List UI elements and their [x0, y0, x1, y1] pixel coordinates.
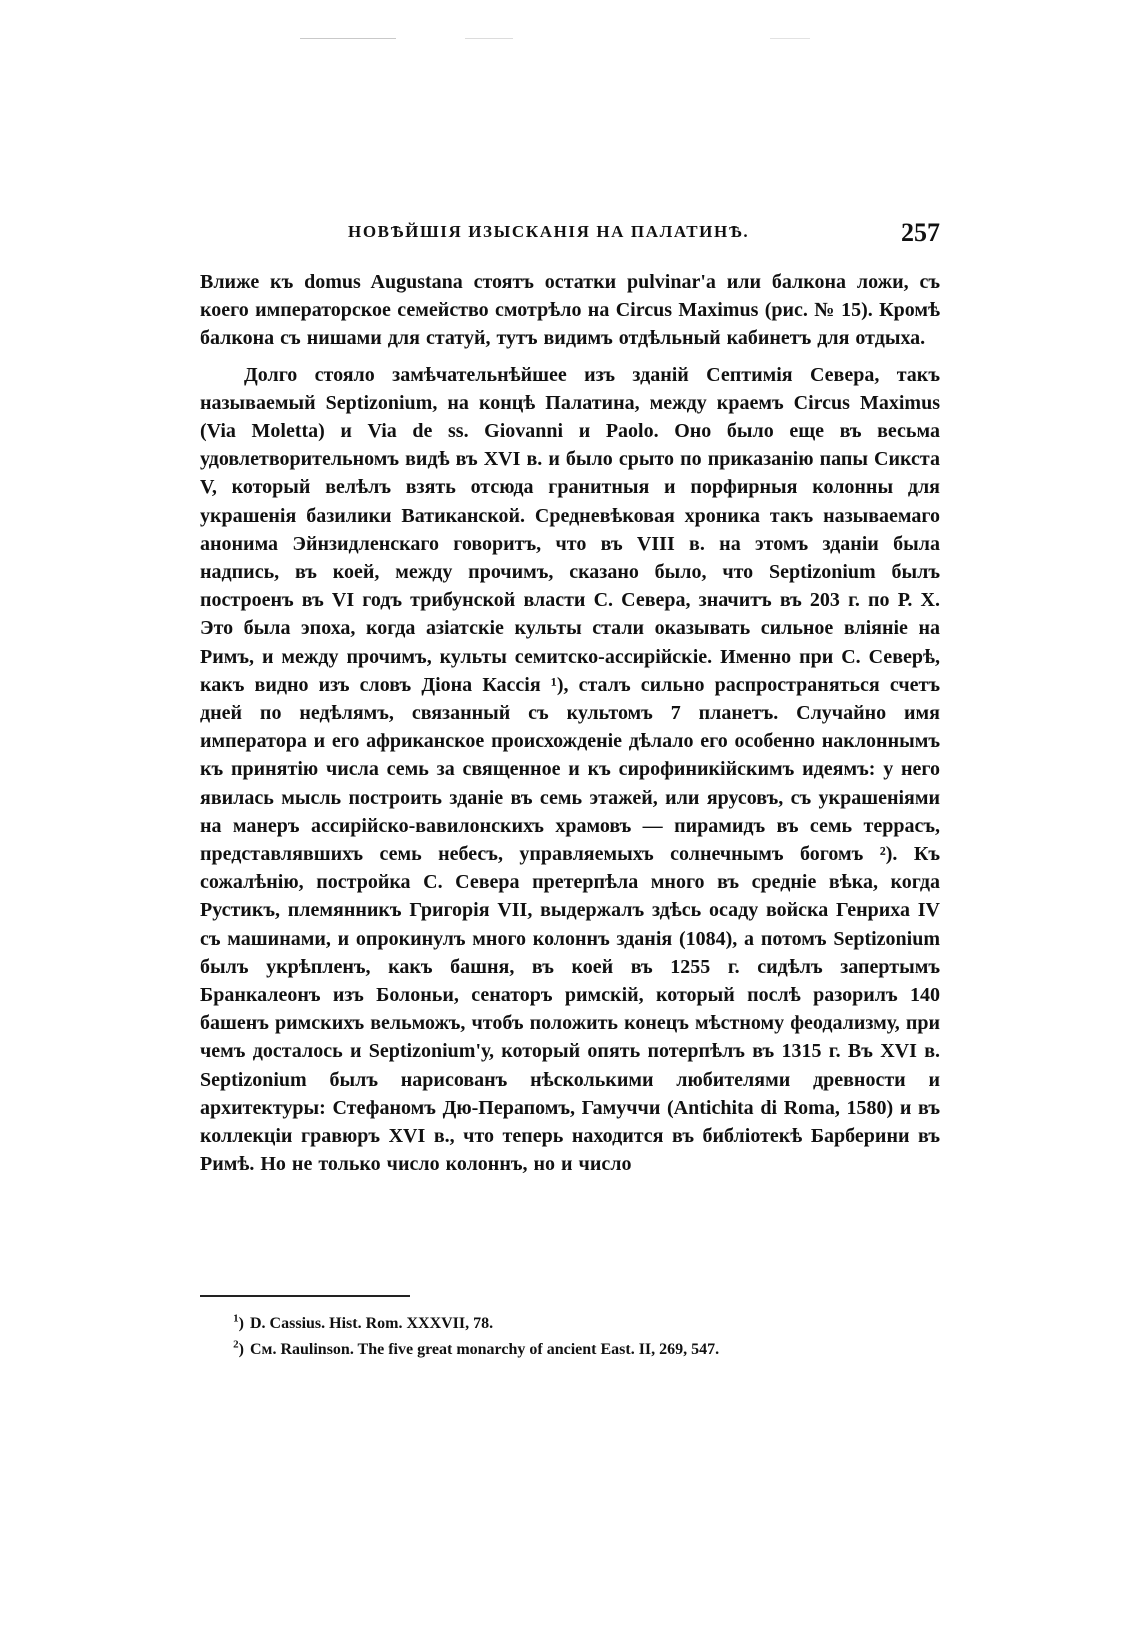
footnote-divider — [200, 1295, 410, 1297]
footnote — [200, 1337, 940, 1363]
running-head: НОВѢЙШІЯ ИЗЫСКАНІЯ НА ПАЛАТИНѢ. — [348, 222, 750, 241]
footnotes — [200, 1295, 940, 1363]
page-number: 257 — [901, 218, 940, 247]
page-header — [200, 218, 940, 252]
scan-artifact-line — [770, 38, 810, 39]
body-text — [200, 268, 940, 1187]
scan-artifact-line — [300, 38, 396, 39]
paragraph-pulvinar: Влиже къ domus Augustana стоятъ остатки pulvinar'а или балкона ложи, съ коего императорское семейство смотрѣло на Circus Maximus (рис. № 15). Кромѣ балкона съ нишами для статуй, тутъ видимъ отдѣльный кабинетъ для отдыха. — [200, 271, 940, 350]
footnote-marker: $^1$) — [233, 1312, 244, 1332]
footnote-text: D. Cassius. Hist. Rom. XXXVII, 78. — [250, 1315, 494, 1332]
paragraph-septizonium: Долго стояло замѣчательнѣйшее изъ зданій Септимія Севера, такъ называемый Septizonium, на концѣ Палатина, между краемъ Circus Maximus (Via Moletta) и Via de ss. Giovanni и Paolo. Оно было еще въ весьма удовлетворительномъ видѣ въ XVI в. и было срыто по приказанію папы Сикста V, который велѣлъ взять отсюда гранитныя и порфирныя колонны для украшенія базилики Ватиканской. Средневѣковая хроника такъ называемаго анонима Эйнзидленскаго говоритъ, что въ VIII в. на этомъ зданіи была надпись, въ коей, между прочимъ, сказано было, что Septizonium былъ построенъ въ VI годъ трибунской власти С. Севера, значитъ въ 203 г. по Р. Х. Это была эпоха, когда азіатскіе культы стали оказывать сильное вліяніе на Римъ, и между прочимъ, культы семитско-ассирійскіе. Именно при С. Северѣ, какъ видно изъ словъ Діона Кассія ¹), сталъ сильно распространяться счетъ дней по недѣлямъ, связанный съ культомъ 7 планетъ. Случайно имя императора и его африканское происхожденіе дѣлало его особенно наклоннымъ къ принятію числа семь за священное и къ сирофиникійскимъ идеямъ: у него явилась мысль построить зданіе въ семь этажей, или ярусовъ, съ украшеніями на манеръ ассирійско-вавилонскихъ храмовъ — пирамидъ въ семь террасъ, представлявшихъ семь небесъ, управляемыхъ солнечнымъ богомъ ²). Къ сожалѣнію, постройка С. Севера претерпѣла много въ средніе вѣка, когда Рустикъ, племянникъ Григорія VII, выдержалъ здѣсь осаду войска Генриха IV съ машинами, и опрокинулъ много колоннъ зданія (1084), а потомъ Septizonium былъ укрѣпленъ, какъ башня, въ коей въ 1255 г. сидѣлъ запертымъ Бранкалеонъ изъ Болоньи, сенаторъ римскій, который послѣ разорилъ 140 башенъ римскихъ вельможъ, чтобъ положить конецъ мѣстному феодализму, при чемъ досталось и Septizonium'у, который опять потерпѣлъ въ 1315 г. Въ XVI в. Septizonium былъ нарисованъ нѣсколькими любителями древности и архитектуры: Стефаномъ Дю-Перапомъ, Гамуччи (Antichita di Roma, 1580) и въ коллекціи гравюръ XVI в., что теперь находится въ библіотекѣ Барберини въ Римѣ. Но не только число колоннъ, но и число — [200, 363, 940, 1176]
footnote-text: См. Raulinson. The five great monarchy of ancient East. II, 269, 547. — [250, 1341, 720, 1358]
footnote — [200, 1311, 940, 1337]
scan-artifact-line — [465, 38, 513, 39]
footnote-marker: $^2$) — [233, 1338, 244, 1358]
